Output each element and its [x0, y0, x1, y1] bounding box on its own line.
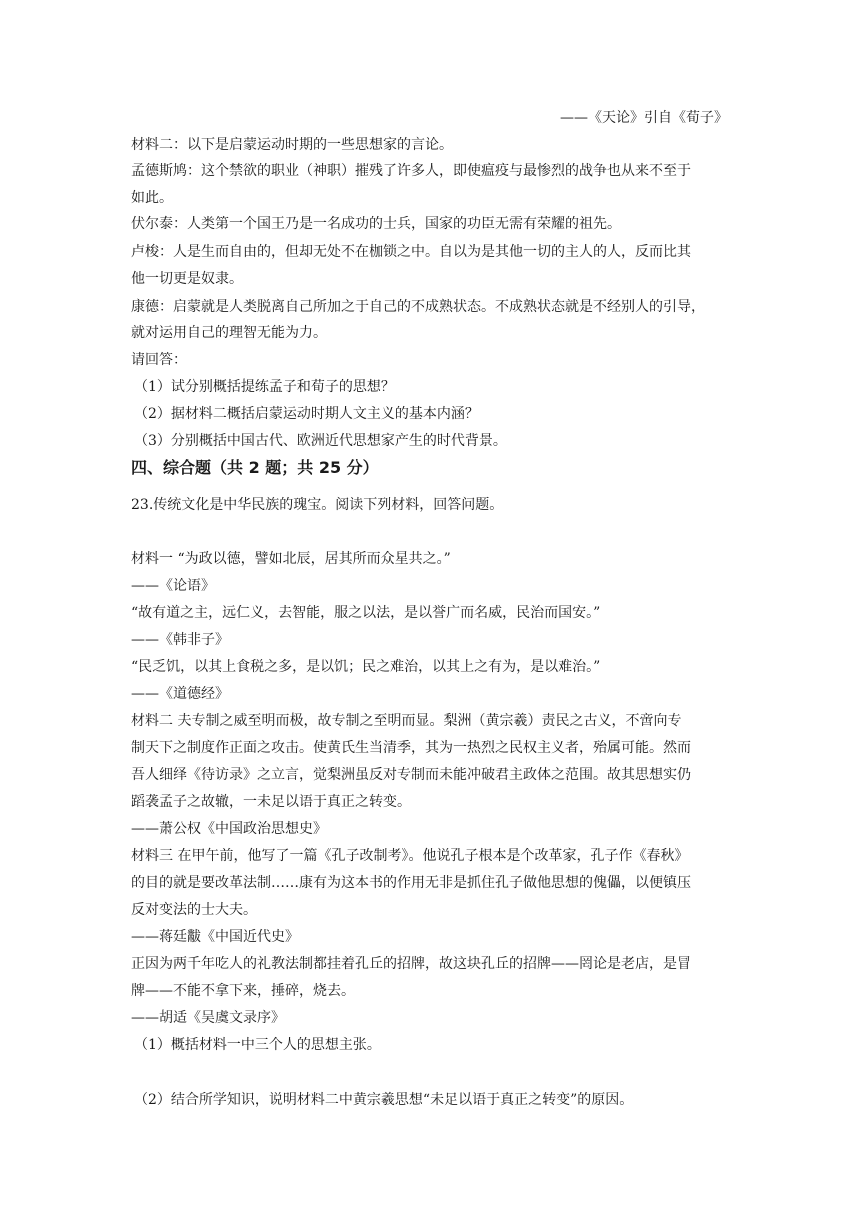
text-line: 牌——不能不拿下来，捶碎，烧去。 — [131, 983, 355, 999]
question-line: （3）分别概括中国古代、欧洲近代思想家产生的时代背景。 — [134, 433, 507, 449]
text-line: 的目的就是要改革法制……康有为这本书的作用无非是抓住孔子做他思想的傀儡，以便镇压 — [131, 875, 691, 891]
text-line: “民乏饥，以其上食税之多，是以饥；民之难治，以其上之有为，是以难治。” — [131, 659, 601, 675]
question-line: （1）概括材料一中三个人的思想主张。 — [134, 1037, 381, 1053]
text-line: 就对运用自己的理智无能为力。 — [131, 325, 327, 341]
source-citation: ——《天论》引自《荀子》 — [560, 110, 728, 126]
source-citation: ——胡适《吴虞文录序》 — [131, 1010, 285, 1026]
source-citation: ——萧公权《中国政治思想史》 — [131, 821, 327, 837]
text-line: 蹈袭孟子之故辙，一未足以语于真正之转变。 — [131, 794, 411, 810]
text-line: 如此。 — [131, 190, 173, 206]
source-citation: ——《韩非子》 — [131, 632, 229, 648]
question-line: （2）据材料二概括启蒙运动时期人文主义的基本内涵？ — [134, 406, 479, 422]
source-citation: ——蒋廷黻《中国近代史》 — [131, 929, 299, 945]
text-line: 伏尔泰：人类第一个国王乃是一名成功的士兵，国家的功臣无需有荣耀的祖先。 — [131, 216, 621, 232]
text-line: 材料三 在甲午前，他写了一篇《孔子改制考》。他说孔子根本是个改革家，孔子作《春秋》 — [131, 848, 689, 864]
source-citation: ——《道德经》 — [131, 686, 229, 702]
text-line: 康德：启蒙就是人类脱离自己所加之于自己的不成熟状态。不成熟状态就是不经别人的引导， — [131, 299, 705, 315]
question-line: （2）结合所学知识，说明材料二中黄宗羲思想“未足以语于真正之转变”的原因。 — [134, 1092, 634, 1108]
text-line: “故有道之主，远仁义，去智能，服之以法，是以誉广而名威，民治而国安。” — [131, 605, 601, 621]
text-line: 吾人细绎《待访录》之立言，觉梨洲虽反对专制而未能冲破君主政体之范围。故其思想实仍 — [131, 767, 691, 783]
text-line: 他一切更是奴隶。 — [131, 271, 243, 287]
text-line: 材料二 夫专制之威至明而极，故专制之至明而显。梨洲（黄宗羲）责民之古义，不啻向专 — [131, 713, 682, 729]
source-citation: ——《论语》 — [131, 578, 215, 594]
text-line: 制天下之制度作正面之攻击。使黄氏生当清季，其为一热烈之民权主义者，殆属可能。然而 — [131, 740, 691, 756]
text-line: 正因为两千年吃人的礼教法制都挂着孔丘的招牌，故这块孔丘的招牌——罔论是老店，是冒 — [131, 956, 691, 972]
text-line: 反对变法的士大夫。 — [131, 902, 257, 918]
question-stem: 23.传统文化是中华民族的瑰宝。阅读下列材料，回答问题。 — [131, 497, 504, 513]
text-line: 卢梭：人是生而自由的，但却无处不在枷锁之中。自以为是其他一切的主人的人，反而比其 — [131, 244, 691, 260]
text-line: 孟德斯鸠：这个禁欲的职业（神职）摧残了许多人，即使瘟疫与最惨烈的战争也从来不至于 — [131, 163, 691, 179]
question-line: （1）试分别概括提练孟子和荀子的思想？ — [134, 379, 395, 395]
text-line: 材料二：以下是启蒙运动时期的一些思想家的言论。 — [131, 137, 453, 153]
text-line: 材料一 “为政以德，譬如北辰，居其所而众星共之。” — [131, 551, 451, 567]
text-line: 请回答： — [131, 352, 187, 368]
section-heading: 四、综合题（共 2 题；共 25 分） — [131, 458, 379, 477]
